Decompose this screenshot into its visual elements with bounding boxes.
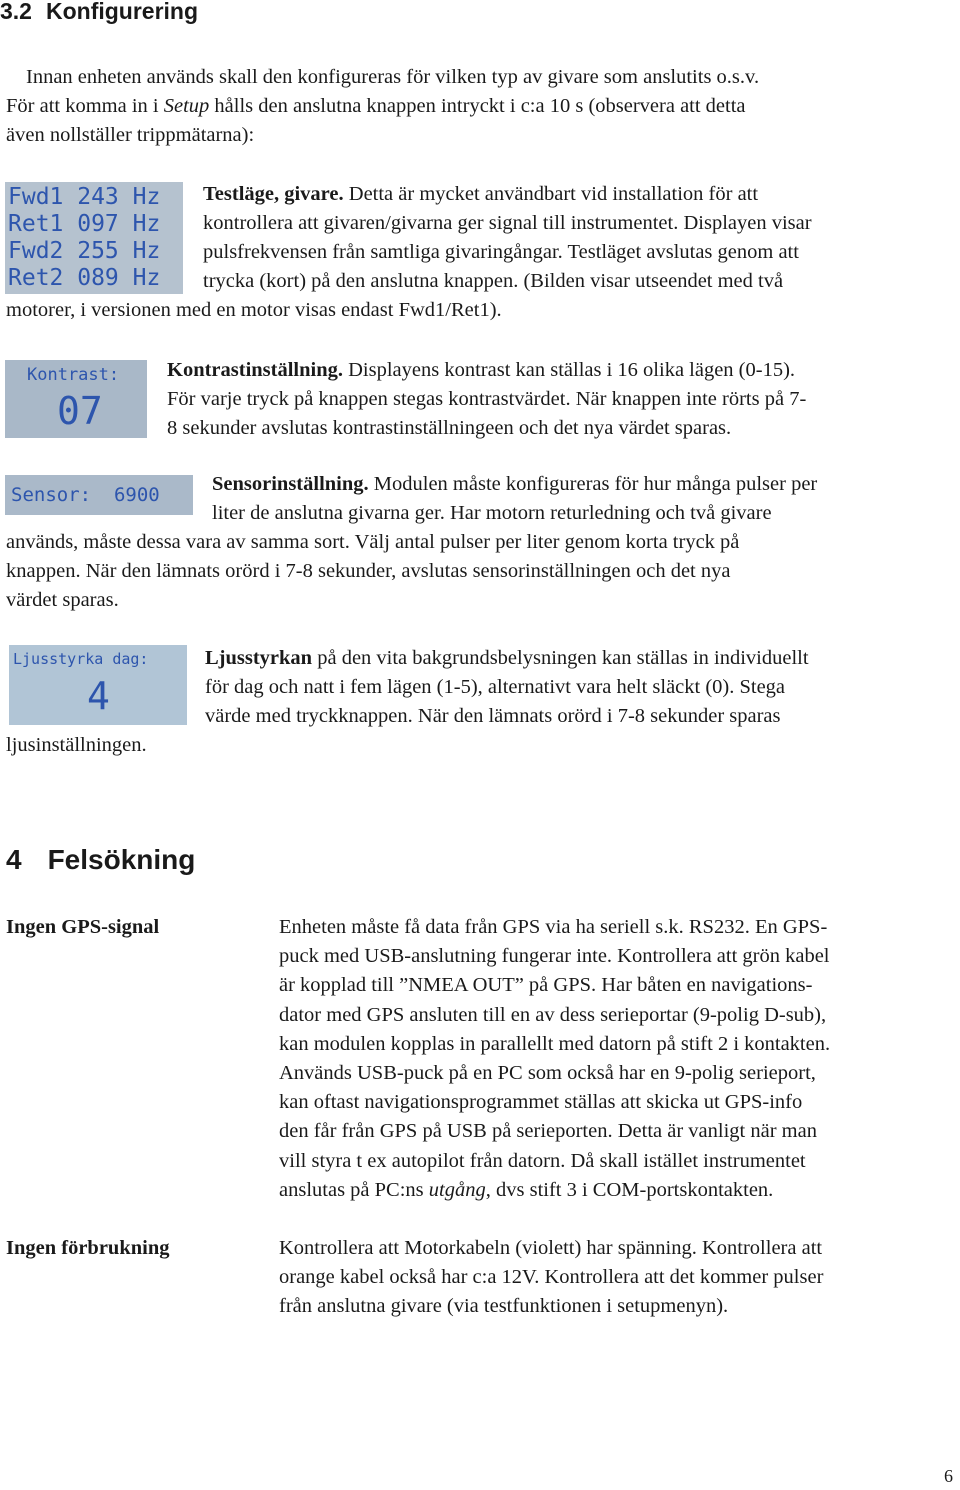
gps-description: Enheten måste få data från GPS via ha seriell s.k. RS232. En GPS- puck med USB-anslutning fungerar inte. Kontrollera att grön kabel är kopplad till ”NMEA OUT” på GPS. Har båten en navigations- dator med GPS ansluten till en av dess serieportar (9-polig D-sub), kan modulen kopplas in parallellt med datorn på stift 2 i kontakten. Används USB-puck på en PC som också har en 9-polig serieport, kan oftast navigationsprogrammet ställas att skicka ut GPS-info den får från GPS på USB på serieporten. Detta är vanligt när man vill styra t ex autopilot från datorn. Då skall istället instrumentet anslutas på PC:ns utgång, dvs stift 3 i COM-portskontakten. [279,916,831,1201]
sensor-line: liter de anslutna givarna ger. Har motorn returledning och två givare [212,502,772,524]
gps-term: Ingen GPS-signal [6,916,160,938]
sensor-display [5,475,193,515]
sensor-line: knappen. När den lämnats orörd i 7-8 sekunder, avslutas sensorinställningen och det nya [6,560,731,582]
brightness-display [9,645,187,725]
contrast-line: Kontrastinställning. Displayens kontrast kan ställas i 16 olika lägen (0-15). [167,359,796,381]
section-heading-4 [6,844,195,876]
section-title: Konfigurering [45,0,199,24]
display-row: Fwd1 243 Hz [8,184,161,210]
brightness-line: för dag och natt i fem lägen (1-5), alternativt vara helt släckt (0). Stega [205,676,786,698]
intro-line: För att komma in i Setup hålls den anslutna knappen intryckt i c:a 10 s (observera att detta [6,95,746,117]
sensor-line: används, måste dessa vara av samma sort. Välj antal pulser per liter genom korta tryck på [6,531,740,553]
intro-line: Innan enheten används skall den konfigureras för vilken typ av givare som anslutits o.s.v. [26,66,760,88]
section-number: 4 [6,844,22,875]
display-row: Ret1 097 Hz [8,211,161,237]
display-value: 4 [87,674,110,718]
consumption-term: Ingen förbrukning [6,1237,170,1259]
brightness-heading: Ljusstyrkan [205,647,313,669]
test-mode-line: Testläge, givare. Detta är mycket användbart vid installation för att [203,183,759,205]
contrast-display [5,360,147,438]
contrast-line: 8 sekunder avslutas kontrastinställningeen och det nya värdet sparas. [167,417,732,439]
consumption-description: Kontrollera att Motorkabeln (violett) har spänning. Kontrollera att orange kabel också har c:a 12V. Kontrollera att det kommer pulser från anslutna givare (via testfunktionen i setupmenyn). [279,1237,824,1318]
display-value: 07 [57,389,103,433]
display-text: Sensor: 6900 [11,484,160,506]
sensor-line: värdet sparas. [6,589,119,611]
display-row: Fwd2 255 Hz [8,238,161,264]
page-number: 6 [944,1466,953,1486]
display-label: Kontrast: [27,365,120,385]
brightness-line: värde med tryckknappen. När den lämnats orörd i 7-8 sekunder sparas [205,705,781,727]
test-mode-line: kontrollera att givaren/givarna ger signal till instrumentet. Displayen visar [203,212,812,234]
sensor-heading: Sensorinställning. [212,473,369,495]
section-title: Felsökning [47,844,196,875]
contrast-heading: Kontrastinställning. [167,359,343,381]
section-heading-3-2 [0,0,198,25]
brightness-line: Ljusstyrkan på den vita bakgrundsbelysningen kan ställas in individuellt [205,647,809,669]
brightness-line: ljusinställningen. [6,734,147,756]
test-mode-line: motorer, i versionen med en motor visas endast Fwd1/Ret1). [6,299,502,321]
test-mode-display [5,182,183,294]
display-label: Ljusstyrka dag: [13,650,149,668]
contrast-line: För varje tryck på knappen stegas kontrastvärdet. När knappen inte rörts på 7- [167,388,807,410]
sensor-line: Sensorinställning. Modulen måste konfigureras för hur många pulser per [212,473,818,495]
test-mode-line: trycka (kort) på den anslutna knappen. (Bilden visar utseendet med två [203,270,784,292]
test-mode-heading: Testläge, givare. [203,183,344,205]
test-mode-line: pulsfrekvensen från samtliga givaringångar. Testläget avslutas genom att [203,241,799,263]
section-number: 3.2 [0,0,32,24]
display-row: Ret2 089 Hz [8,265,161,291]
intro-line: även nollställer trippmätarna): [6,124,255,146]
